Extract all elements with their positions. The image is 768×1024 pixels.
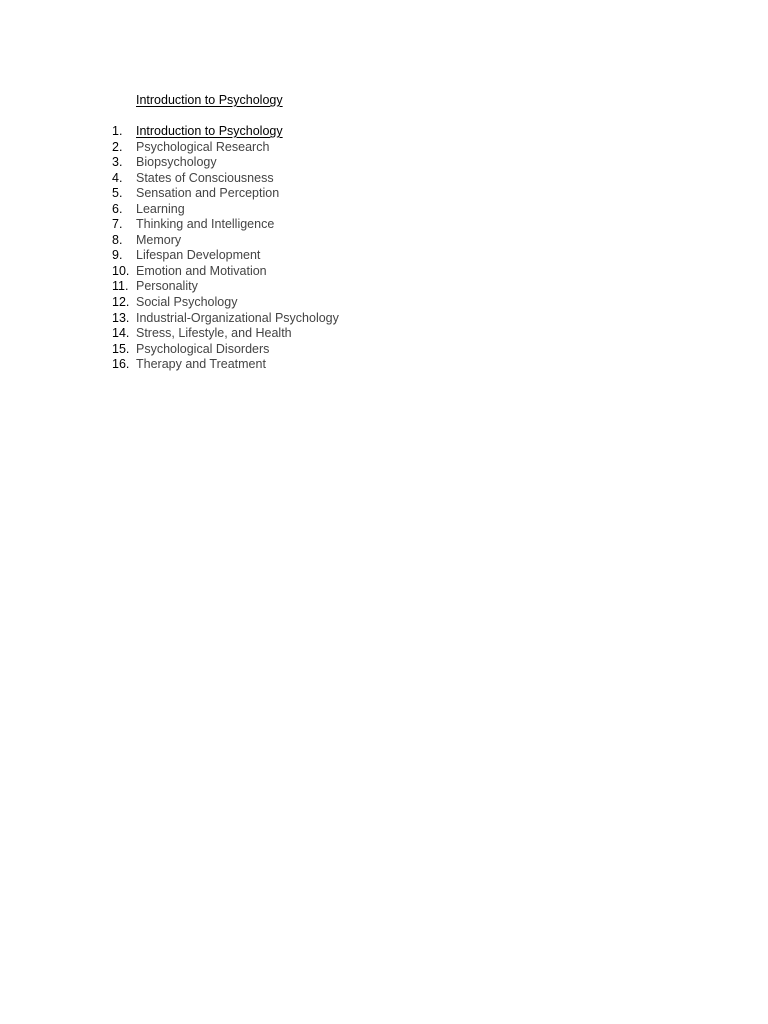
toc-item-link[interactable]: Learning xyxy=(136,201,185,216)
toc-item-link[interactable]: States of Consciousness xyxy=(136,170,274,185)
toc-item-number: 11. xyxy=(112,279,129,294)
toc-item-number: 5. xyxy=(112,186,123,201)
toc-item-number: 2. xyxy=(112,139,123,154)
toc-item-link[interactable]: Social Psychology xyxy=(136,295,238,310)
toc-item-number: 13. xyxy=(112,310,130,325)
toc-item-link[interactable]: Psychological Research xyxy=(136,139,270,154)
toc-item-number: 12. xyxy=(112,295,130,310)
toc-item-link[interactable]: Personality xyxy=(136,279,198,294)
toc-item-number: 7. xyxy=(112,217,123,232)
toc-item-number: 6. xyxy=(112,201,123,216)
toc-item-link[interactable]: Stress, Lifestyle, and Health xyxy=(136,326,292,341)
toc-item-number: 15. xyxy=(112,341,130,356)
toc-item-link[interactable]: Thinking and Intelligence xyxy=(136,217,275,232)
toc-item-number: 3. xyxy=(112,155,123,170)
toc-item-number: 8. xyxy=(112,232,123,247)
toc-item-link[interactable]: Introduction to Psychology xyxy=(136,124,283,138)
toc-item-link[interactable]: Psychological Disorders xyxy=(136,341,270,356)
toc-item-number: 1. xyxy=(112,124,123,138)
document-title-link[interactable]: Introduction to Psychology xyxy=(136,93,283,107)
toc-item-link[interactable]: Sensation and Perception xyxy=(136,186,280,201)
toc-item-link[interactable]: Biopsychology xyxy=(136,155,217,170)
toc-item-link[interactable]: Therapy and Treatment xyxy=(136,357,266,372)
toc-item-link[interactable]: Memory xyxy=(136,232,182,247)
toc-item-number: 4. xyxy=(112,170,123,185)
toc-item-number: 10. xyxy=(112,263,130,278)
toc-item-number: 9. xyxy=(112,248,123,263)
toc-item-link[interactable]: Industrial-Organizational Psychology xyxy=(136,310,339,325)
toc-item-number: 16. xyxy=(112,357,130,372)
toc-item-number: 14. xyxy=(112,326,130,341)
toc-item-link[interactable]: Lifespan Development xyxy=(136,248,261,263)
toc-item-link[interactable]: Emotion and Motivation xyxy=(136,263,267,278)
